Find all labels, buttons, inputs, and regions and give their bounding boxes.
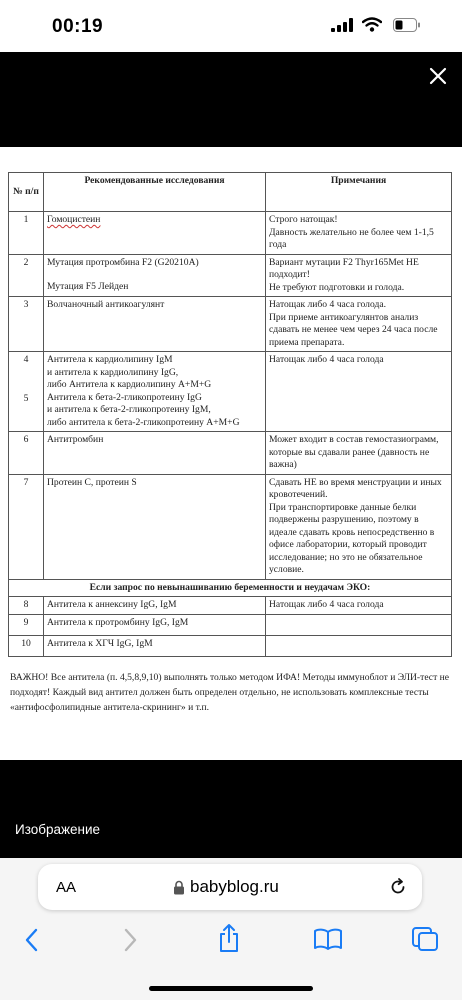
table-header-row	[9, 173, 452, 212]
viewer-bottom-bar	[0, 760, 462, 858]
header-num: № п/п	[9, 173, 44, 212]
viewer-top-bar	[0, 52, 462, 147]
table-row: 9 Антитела к протромбину IgG, IgM	[9, 614, 452, 635]
reload-icon[interactable]	[388, 877, 408, 897]
image-label: Изображение	[15, 822, 101, 837]
table-row: 3 Волчаночный антикоагулянт Натощак либо 4 часа голода. При приеме антикоагулянтов анализ сдавать не менее чем через 24 часа после приема препарата.	[9, 297, 452, 352]
status-time: 00:19	[52, 16, 104, 37]
share-icon[interactable]	[217, 923, 241, 953]
table-row: 4 5 Антитела к кардиолипину IgM и антитела к кардиолипину IgG, либо Антитела к кардиолипину A+M+G Антитела к бета-2-гликопротеину IgG и антитела к бета-2-гликопротеину IgM, либо антитела к бета-2-гликопротеину A+M+G Натощак либо 4 часа голода	[9, 352, 452, 432]
status-bar	[0, 0, 462, 52]
forward-icon[interactable]	[120, 927, 140, 953]
table-row: 2 Мутация протромбина F2 (G20210A) Мутация F5 Лейден Вариант мутации F2 Thyr165Met НЕ подходит! Не требуют подготовки и голода.	[9, 254, 452, 297]
lock-icon	[173, 880, 185, 895]
home-indicator	[149, 986, 313, 991]
table-row: 8 Антитела к аннексину IgG, IgM Натощак либо 4 часа голода	[9, 597, 452, 615]
table-row: 10 Антитела к ХГЧ IgG, IgM	[9, 635, 452, 656]
tests-table	[8, 172, 452, 657]
text-size-button[interactable]: AA	[56, 879, 77, 896]
tabs-icon[interactable]	[411, 926, 439, 952]
url-domain[interactable]: babyblog.ru	[190, 877, 279, 896]
close-icon[interactable]	[426, 64, 450, 88]
battery-icon	[393, 18, 421, 32]
table-row: 1 Гомоцистеин Строго натощак! Давность желательно не более чем 1-1,5 года	[9, 212, 452, 255]
bookmarks-icon[interactable]	[313, 928, 343, 950]
footnote: ВАЖНО! Все антитела (п. 4,5,8,9,10) выполнять только методом ИФА! Методы иммуноблот и ЭЛИ-тест не подходят! Каждый вид антител должен быть определен отдельно, не использовать комплексные тесты «антифосфолипидные антитела-скрининг» и т.п.	[10, 672, 450, 713]
section-row: Если запрос по невынашиванию беременности и неудачам ЭКО:	[9, 579, 452, 597]
header-tests: Рекомендованные исследования	[44, 173, 266, 212]
table-row: 6 Антитромбин Может входит в состав гемостазиограмм, которые вы сдавали ранее (давность не важна)	[9, 432, 452, 475]
header-notes: Примечания	[266, 173, 452, 212]
table-row: 7 Протеин С, протеин S Сдавать НЕ во время менструации и иных кровотечений. При транспортировке данные белки подвержены разрушению, поэтому в идеале сдавать кровь непосредственно в офисе лаборатории, который проводит исследование; но это не обязательное условие.	[9, 474, 452, 579]
wifi-icon	[362, 17, 382, 32]
signal-icon	[331, 18, 353, 32]
document-image	[0, 147, 462, 760]
back-icon[interactable]	[22, 927, 42, 953]
